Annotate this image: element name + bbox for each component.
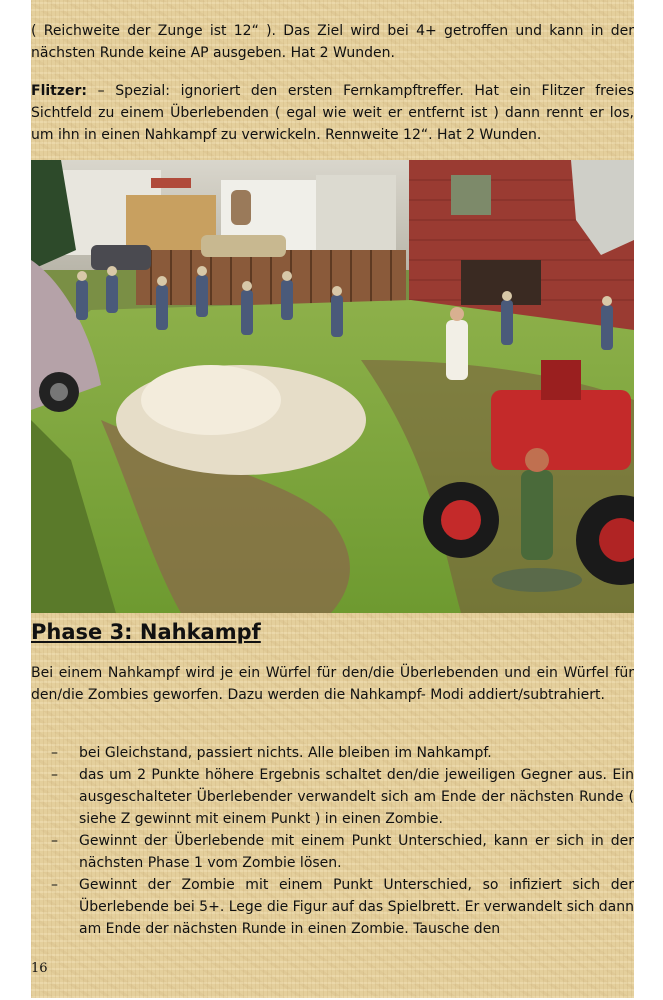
- list-item: [31, 830, 634, 874]
- tabletop-photo: [31, 160, 634, 613]
- flitzer-paragraph: [31, 80, 634, 146]
- dash-marker: –: [51, 745, 58, 761]
- list-item-text: Gewinnt der Überlebende mit einem Punkt Unterschied, kann er sich in der nächsten Phase 1 vom Zombie lösen.: [79, 833, 634, 871]
- intro-paragraph: ( Reichweite der Zunge ist 12“ ). Das Ziel wird bei 4+ getroffen und kann in der nächsten Runde keine AP ausgeben. Hat 2 Wunden.: [31, 23, 634, 61]
- phase-paragraph: Bei einem Nahkampf wird je ein Würfel für den/die Überlebenden und ein Würfel für den/die Zombies geworfen. Dazu werden die Nahkampf- Modi addiert/subtrahiert.: [31, 665, 634, 703]
- dash-marker: –: [51, 767, 58, 783]
- dash-marker: –: [51, 877, 58, 893]
- dash-marker: –: [51, 833, 58, 849]
- list-item: [31, 764, 634, 830]
- list-item: [31, 742, 634, 764]
- flitzer-label: Flitzer:: [31, 83, 87, 99]
- list-item-text: bei Gleichstand, passiert nichts. Alle bleiben im Nahkampf.: [79, 745, 492, 761]
- phase-heading: Phase 3: Nahkampf: [31, 620, 261, 644]
- list-item-text: das um 2 Punkte höhere Ergebnis schaltet den/die jeweiligen Gegner aus. Ein ausgeschalteter Überlebender verwandelt sich am Ende der nächsten Runde ( siehe Z gewinnt mit einem Punkt ) in einen Zombie.: [79, 767, 634, 827]
- list-item-text: Gewinnt der Zombie mit einem Punkt Unterschied, so infiziert sich der Überlebende bei 5+. Lege die Figur auf das Spielbrett. Er verwandelt sich dann am Ende der nächsten Runde in einen Zombie. Tausche den: [79, 877, 634, 937]
- rules-list: [31, 742, 634, 940]
- list-item: [31, 874, 634, 940]
- page-number: 16: [31, 961, 48, 976]
- flitzer-description: – Spezial: ignoriert den ersten Fernkampftreffer. Hat ein Flitzer freies Sichtfeld zu einem Überlebenden ( egal wie weit er entfernt ist ) dann rennt er los, um ihn in einen Nahkampf zu verwickeln. Rennweite 12“. Hat 2 Wunden.: [31, 83, 634, 143]
